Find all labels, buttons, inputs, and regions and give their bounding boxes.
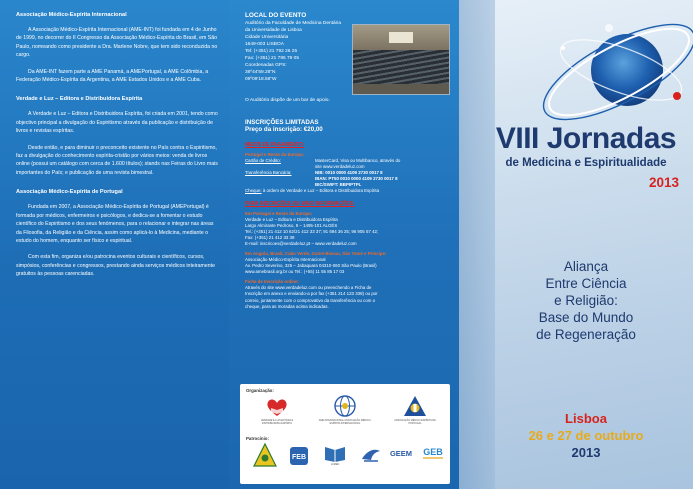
cover-city: Lisboa: [565, 411, 607, 426]
info-line: www.amebrasil.org.br ou Tel.: (+55) 11 55 85 17 03: [245, 269, 345, 275]
ame-int-logo: [318, 394, 372, 425]
ame-portugal-logo: [388, 394, 442, 425]
globe-icon: [333, 394, 357, 418]
info-line: Tel.: (+351) 21 412 10 62/21 412 33 37; 91 694 36 25; 96 905 57 42;: [245, 228, 379, 234]
registration-title: INSCRIÇÕES LIMITADAS: [245, 119, 319, 126]
verdade-luz-logo: [252, 396, 302, 425]
payment-card-row: [245, 158, 449, 170]
dove-icon: [359, 444, 383, 466]
paragraph: A Verdade e Luz – Editora e Distribuidora Espírita, foi criada em 2001, tendo como objectivo principal a divulgação do Espiritismo através da publicação e distribuição de livros e revistas espíritas.: [16, 111, 218, 135]
info-line: Verdade e Luz – Editora e Distribuidora Espírita: [245, 216, 338, 222]
theme-line: de Regeneração: [536, 327, 636, 342]
geem-logo: [386, 446, 416, 460]
location-note: O Auditório dispõe de um bar de apoio.: [245, 98, 330, 103]
svg-text:GEB: GEB: [423, 447, 443, 457]
location-line: Coordenadas GPS:: [245, 63, 287, 68]
info-line: Através do site www.verdadeluz.com ou preenchendo a Ficha de: [245, 285, 372, 291]
info-line: E-mail: inscricoes@verdadeluz.pt – www.verdadeluz.com: [245, 240, 357, 246]
info-line: Inscrição em anexo e enviando-a por fax (+351 214 123 338) ou por: [245, 291, 378, 297]
cover-theme: [479, 258, 693, 343]
location-line: Fax: (+351) 21 795 79 05: [245, 56, 300, 61]
sponsors-box: [240, 384, 450, 484]
info-pt-block: [245, 217, 449, 247]
logo-caption: VERDADE E LUZ EDITORA E DISTRIBUIDORA ESPÍRITA: [260, 419, 294, 425]
cover-date-year: 2013: [571, 445, 601, 460]
sponsors-label: Patrocínio:: [246, 436, 269, 441]
location-line: Tel: (+351) 21 792 26 25: [245, 49, 298, 54]
heart-book-icon: [265, 396, 289, 418]
geem-icon: [387, 446, 415, 460]
paragraph: Fundada em 2007, a Associação Médico-Espírita de Portugal (AMEPortugal) é formada por médicos, enfermeiros e psicólogos, e dedica-se a fomentar o estudo científico do Espiritismo e dos seus fenómenos, para o relacionar e integrar nas áreas da Filosofia, da Religião e da Ciência, assim como aplicá-lo à Medicina, mediante o estudo do homem, enquanto ser físico e espiritual.: [16, 204, 214, 244]
location-title: LOCAL DO EVENTO: [245, 12, 307, 19]
geb-logo: [418, 444, 448, 460]
info-line: Fax: (+351) 21 412 33 38: [245, 234, 295, 240]
cover-date: 26 e 27 de outubro: [528, 428, 644, 443]
organizers-label: Organização:: [246, 388, 274, 393]
svg-text:FEB: FEB: [292, 454, 306, 461]
location-line: Cidade Universitária: [245, 35, 289, 40]
logo-caption: ASSOCIAÇÃO MÉDICO-ESPÍRITA DE PORTUGAL: [394, 419, 436, 425]
triangle-emblem-icon: [402, 394, 428, 418]
feb-icon: [289, 446, 309, 466]
section-title-ame-int: Associação Médico-Espírita Internacional: [16, 12, 127, 18]
sponsor-logo-1: [248, 442, 282, 468]
theme-line: Base do Mundo: [538, 310, 634, 325]
theme-line: e Religião:: [554, 293, 618, 308]
info-line: Av. Pedro Severino, 325 – Jabaquara 04310-060 São Paulo (Brasil): [245, 263, 377, 269]
payment-bank-row: [245, 170, 449, 188]
location-line: 1649-003 LISBOA: [245, 42, 284, 47]
location-line: 38º44'59.28"N: [245, 70, 276, 75]
auditorium-photo: [352, 24, 450, 95]
event-location-block: [245, 12, 449, 98]
info-br-block: [245, 257, 449, 275]
location-line: da Universidade de Lisboa: [245, 28, 302, 33]
geb-icon: [419, 444, 447, 460]
location-line: 09º09'18.58"W: [245, 77, 277, 82]
book-icon: [324, 444, 346, 462]
cover-title: VIII Jornadas: [495, 122, 677, 155]
payment-value: MasterCard, Visa ou Multibanco, através do site www.verdadeluz.com: [315, 158, 401, 170]
info-heading: PARA INSCRIÇÕES OU MAIS INFORMAÇÕES:: [245, 200, 355, 207]
fep-logo: [358, 444, 384, 466]
lumen-logo: [318, 444, 352, 466]
paragraph: A Associação Médico-Espírita Internacional (AME-INT) foi fundada em 4 de Junho de 1999, no decorrer do II Congresso da Associação Médico-Espírita do Brasil, em São Paulo, nomeando como presidente a Dra. Marlene Nobre, que tem sido reconduzida no cargo.: [16, 27, 218, 59]
registration-price: Preço da inscrição: €20,00: [245, 126, 323, 133]
red-dot-icon: [673, 92, 681, 100]
info-line: Associação Médico-Espírita Internacional: [245, 257, 326, 263]
info-region-pt: Em Portugal e Resto da Europa:: [245, 210, 313, 216]
cover-subtitle: de Medicina e Espiritualidade: [505, 157, 667, 169]
paragraph: Com esta fim, organiza e/ou patrocina eventos culturais e científicos, cursos, simpósios, conferências e congressos, prestando ainda serviços médicos inteiramente gratuitos às pessoas carenciadas.: [16, 254, 215, 278]
payment-heading: MEIOS DE PAGAMENTO:: [245, 142, 305, 148]
payment-label: Transferência Bancária:: [245, 170, 292, 176]
payment-value: NIB: 0010 0000 4109 2730 0017 8 IBAN: PT50 0010 0000 4109 2730 0017 8 BIC/SWIFT: BBPIPTPL: [315, 170, 398, 188]
logo-caption: AME INTERNACIONAL ASSOCIAÇÃO MÉDICO-ESPÍRITA INTERNACIONAL: [318, 419, 372, 425]
payment-label: Cartão de Crédito:: [245, 158, 281, 163]
left-panel: [0, 0, 229, 489]
info-line: Largo Almirante Pedroso, 9 – 1495-101 ALGÉS: [245, 222, 338, 228]
theme-line: Entre Ciência: [545, 276, 627, 291]
cover-year: 2013: [648, 175, 679, 190]
cover-panel: [459, 0, 693, 489]
payment-cheque-row: [245, 188, 449, 194]
paragraph: Desde então, e para diminuir o preconceito existente no País contra o Espiritismo, faz a divulgação do conhecimento espírita-cristão por vários meios: venda de livros online (possui um catálogo com cerca de 1.600 títulos); stands nas Feiras do Livro mais importantes do País; e publicação de uma revista bimestral.: [16, 144, 218, 176]
location-lines: [245, 20, 349, 83]
feb-logo: [288, 446, 310, 466]
section-title-ame-portugal: Associação Médico-Espírita de Portugal: [16, 189, 123, 196]
cover-place-date: [479, 410, 693, 461]
info-region-br: Em Angola, Brasil, Cabo Verde, Guiné-Bissau, São Tomé e Príncipe:: [245, 251, 387, 257]
paragraph: Da AME-INT fazem parte a AME Panamá, a AMEPortugal, a AME Colômbia, a Federação Médico-Espírita da Argentina, a AME Estados Unidos e a AME Cuba.: [16, 68, 209, 84]
info-form-block: [245, 285, 449, 309]
payment-value: à ordem de Verdade e Luz – Editora e Distribuidora Espírita: [262, 188, 380, 194]
info-line: correio, juntamente com o comprovativo da transferência ou com o: [245, 297, 376, 303]
location-line: Auditório da Faculdade de Medicina Dentária: [245, 21, 341, 26]
theme-line: Aliança: [563, 259, 609, 274]
logo-caption: LUMEN: [330, 463, 340, 466]
payment-label: Cheque:: [245, 188, 262, 194]
info-line: cheque, para as moradas acima indicadas.: [245, 303, 329, 309]
section-title-verdade-luz: Verdade e Luz – Editora e Distribuidora Espírita: [16, 96, 143, 103]
info-online-form: Ficha de Inscrição online:: [245, 279, 299, 285]
payment-region: Portugal e Resto da Europa:: [245, 152, 305, 157]
triangle-sponsor-icon: [252, 442, 278, 468]
svg-text:GEEM: GEEM: [389, 449, 413, 458]
